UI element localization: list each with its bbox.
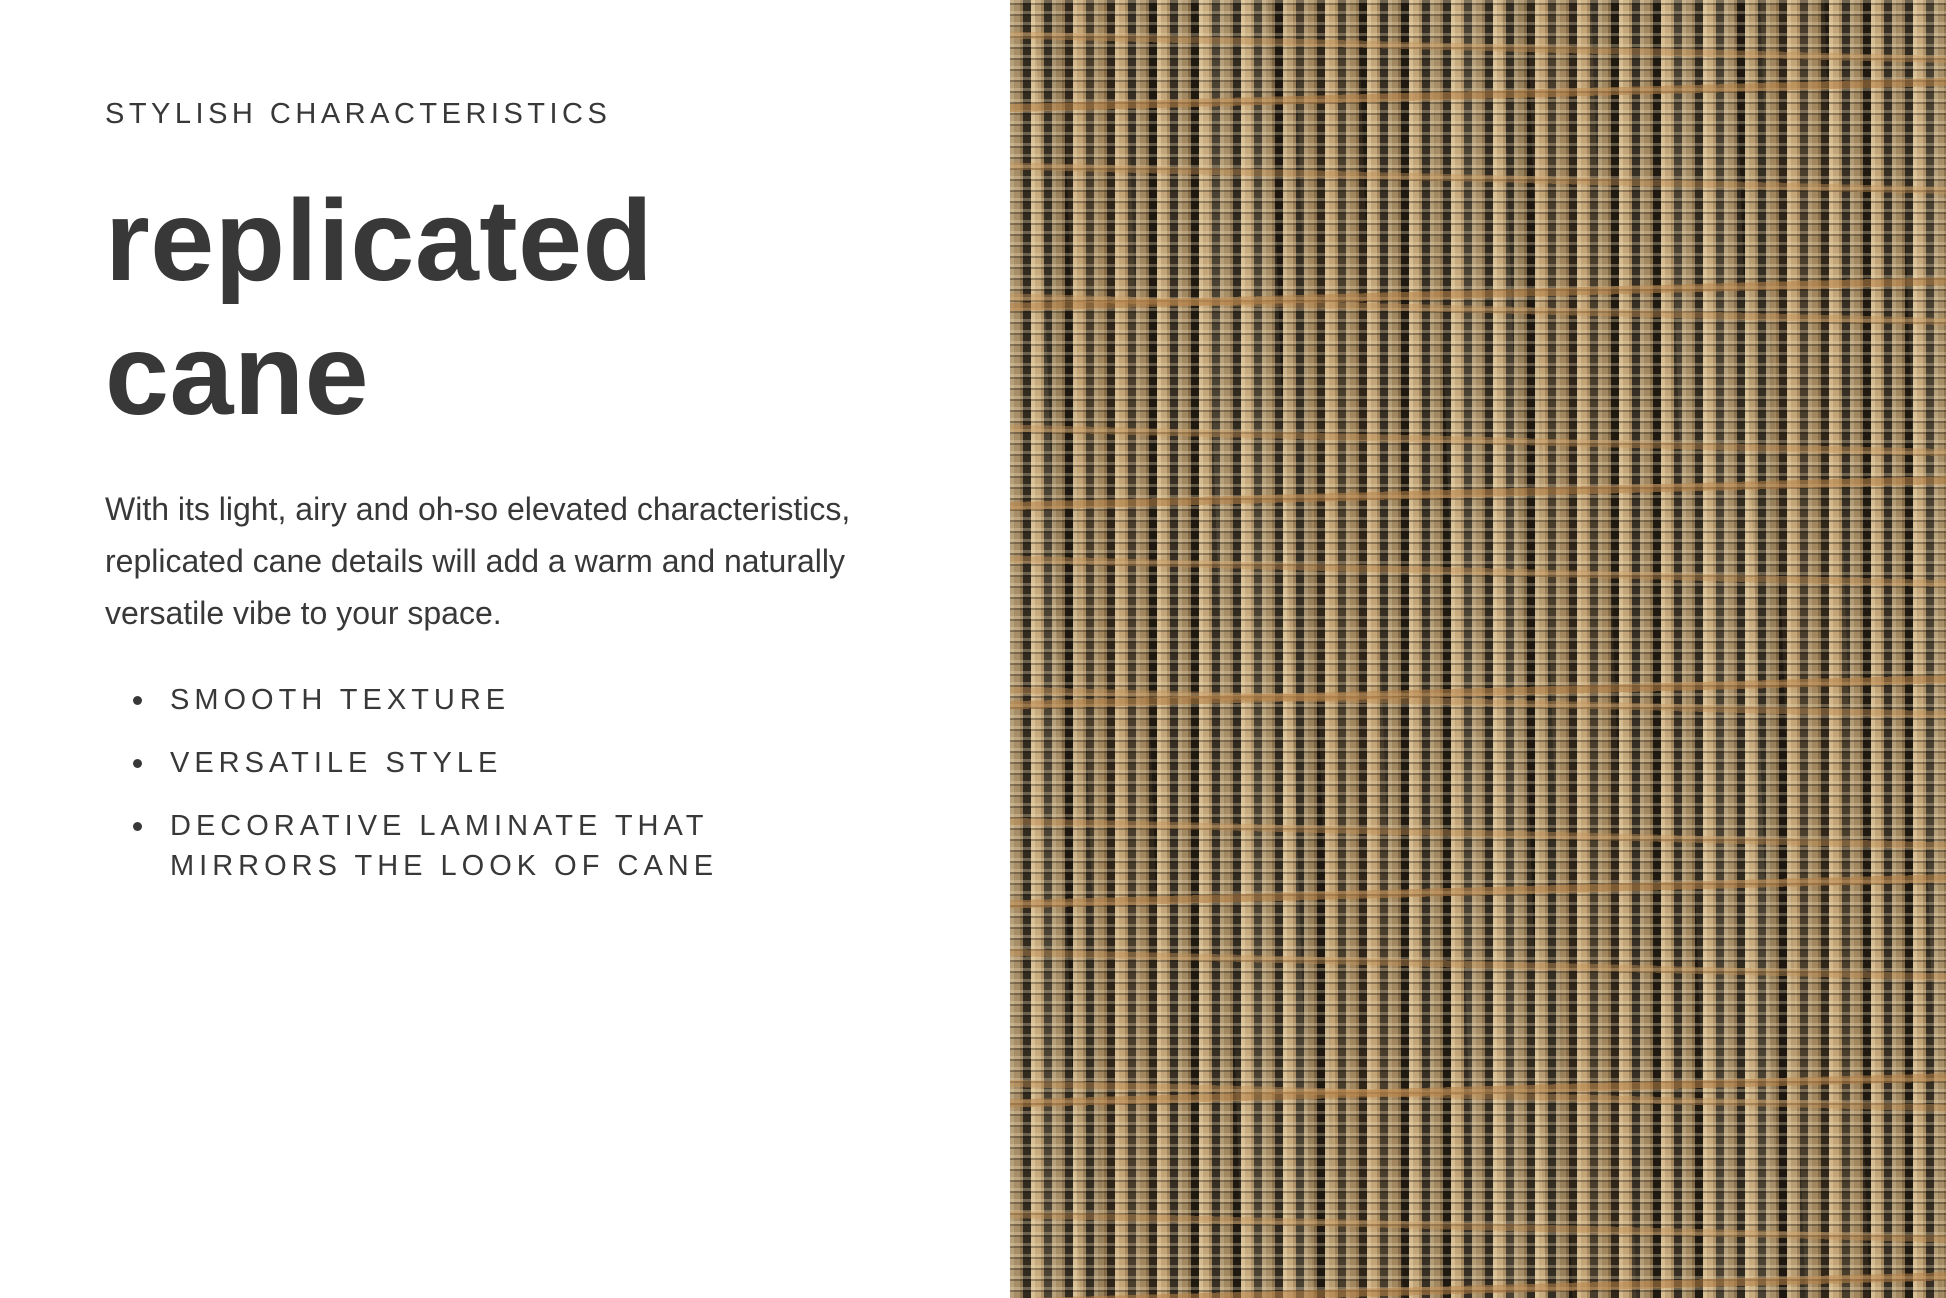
bullet-icon	[133, 696, 142, 705]
feature-item-versatile-style	[105, 743, 770, 783]
description-paragraph: With its light, airy and oh-so elevated characteristics, replicated cane details will add a warm and naturally versatile vibe to your space.	[105, 491, 851, 631]
page-title	[105, 174, 1010, 442]
page-title-line-1: replicated	[105, 177, 654, 305]
bullet-icon	[133, 822, 142, 831]
feature-item-label: VERSATILE STYLE	[170, 747, 503, 779]
feature-item-decorative-laminate	[105, 806, 770, 886]
cane-texture-image	[1010, 0, 1946, 1298]
feature-item-label: SMOOTH TEXTURE	[170, 684, 511, 716]
feature-item-label: DECORATIVE LAMINATE THAT MIRRORS THE LOOK OF CANE	[170, 810, 719, 882]
feature-list	[105, 680, 785, 886]
feature-item-smooth-texture	[105, 680, 770, 720]
eyebrow-heading: STYLISH CHARACTERISTICS	[105, 98, 612, 130]
bullet-icon	[133, 759, 142, 768]
page-title-line-2: cane	[105, 311, 370, 439]
